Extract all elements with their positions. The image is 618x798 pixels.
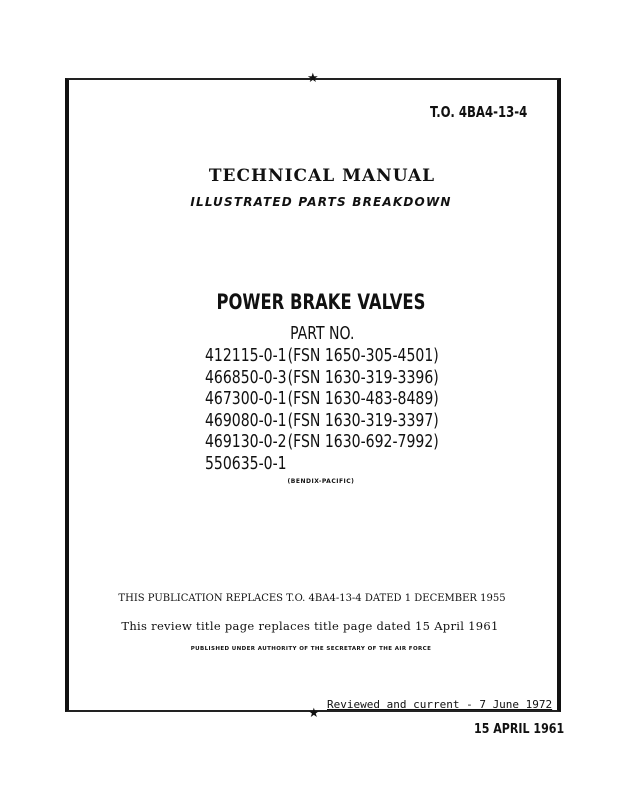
subject-heading: POWER BRAKE VALVES <box>216 290 426 314</box>
fsn-number: (FSN 1630-319-3397) <box>287 409 439 431</box>
document-subtitle: ILLUSTRATED PARTS BREAKDOWN <box>190 195 452 209</box>
manufacturer-label: (BENDIX-PACIFIC) <box>287 478 355 485</box>
document-title: TECHNICAL MANUAL <box>208 166 436 186</box>
review-notice: This review title page replaces title page dated 15 April 1961 <box>121 619 499 633</box>
bottom-star-icon: ★ <box>308 706 320 721</box>
fsn-number: (FSN 1630-483-8489) <box>287 388 439 409</box>
fsn-number: (FSN 1630-692-7992) <box>287 431 439 452</box>
part-row <box>205 431 439 453</box>
parts-list <box>205 345 505 474</box>
fsn-number: (FSN 1650-305-4501) <box>287 345 439 366</box>
part-number: 467300-0-1 <box>205 388 287 409</box>
part-number: 466850-0-3 <box>205 366 287 388</box>
authority-notice: PUBLISHED UNDER AUTHORITY OF THE SECRETARY OF THE AIR FORCE <box>190 646 432 652</box>
part-row <box>205 367 439 389</box>
publication-date: 15 APRIL 1961 <box>474 722 565 737</box>
part-number: 469130-0-2 <box>205 431 287 452</box>
fsn-number: (FSN 1630-319-3396) <box>287 366 439 388</box>
part-row <box>205 453 439 475</box>
reviewed-stamp: Reviewed and current - 7 June 1972 <box>327 698 553 711</box>
part-row <box>205 410 439 432</box>
part-number: 412115-0-1 <box>205 345 287 366</box>
replaces-notice: THIS PUBLICATION REPLACES T.O. 4BA4-13-4 DATED 1 DECEMBER 1955 <box>118 593 506 604</box>
part-number: 550635-0-1 <box>205 452 287 474</box>
part-row <box>205 388 439 410</box>
part-number: 469080-0-1 <box>205 409 287 431</box>
part-row <box>205 345 439 367</box>
top-star-icon: ★ <box>307 71 319 86</box>
technical-order-number: T.O. 4BA4-13-4 <box>430 103 528 121</box>
part-no-label: PART NO. <box>289 323 355 344</box>
